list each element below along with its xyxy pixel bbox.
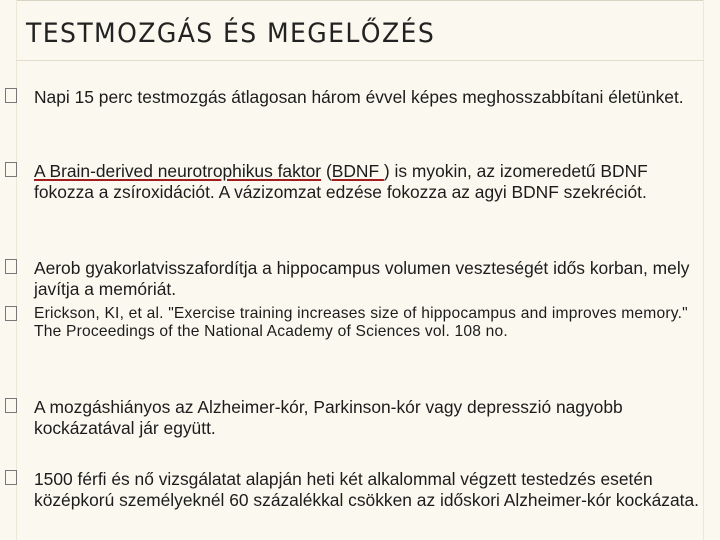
top-divider [16, 0, 704, 1]
slide-title: TESTMOZGÁS ÉS MEGELŐZÉS [26, 18, 436, 49]
bullet-text: Aerob gyakorlatvisszafordítja a hippocampus volumen veszteségét idős korban, mely javítja a memóriát. [34, 258, 690, 299]
bullet-box-icon [5, 162, 17, 177]
bullet-text-segment: ) is myokin, az izomeredetű BDNF fokozza a zsíroxidációt. A vázizomzat edzése fokozza az agyi BDNF szekréciót. [34, 161, 648, 202]
bdnf-term-link[interactable]: A Brain-derived neurotrophikus faktor [34, 161, 322, 181]
bullet-box-icon [5, 259, 17, 274]
bullet-text: A mozgáshiányos az Alzheimer-kór, Parkinson-kór vagy depresszió nagyobb kockázatával jár együtt. [34, 397, 623, 438]
bdnf-abbrev-link[interactable]: BDNF [331, 161, 384, 181]
bullet-box-icon [5, 398, 17, 413]
title-divider [16, 60, 704, 61]
bullet-box-icon [5, 306, 17, 321]
bullet-text: 1500 férfi és nő vizsgálatat alapján heti két alkalommal végzett testedzés esetén középkorú személyeknél 60 százalékkal csökken az időskori Alzheimer-kór kockázata. [34, 469, 700, 510]
bullet-text: Napi 15 perc testmozgás átlagosan három évvel képes meghosszabbítani életünket. [34, 87, 684, 107]
citation-text: Erickson, KI, et al. "Exercise training increases size of hippocampus and improves memory." The Proceedings of the National Academy of Sciences vol. 108 no. [34, 305, 688, 340]
bullet-text-segment: ( [321, 161, 332, 181]
bullet-text [34, 161, 706, 202]
bullet-box-icon [5, 88, 17, 103]
bullet-box-icon [5, 470, 17, 485]
